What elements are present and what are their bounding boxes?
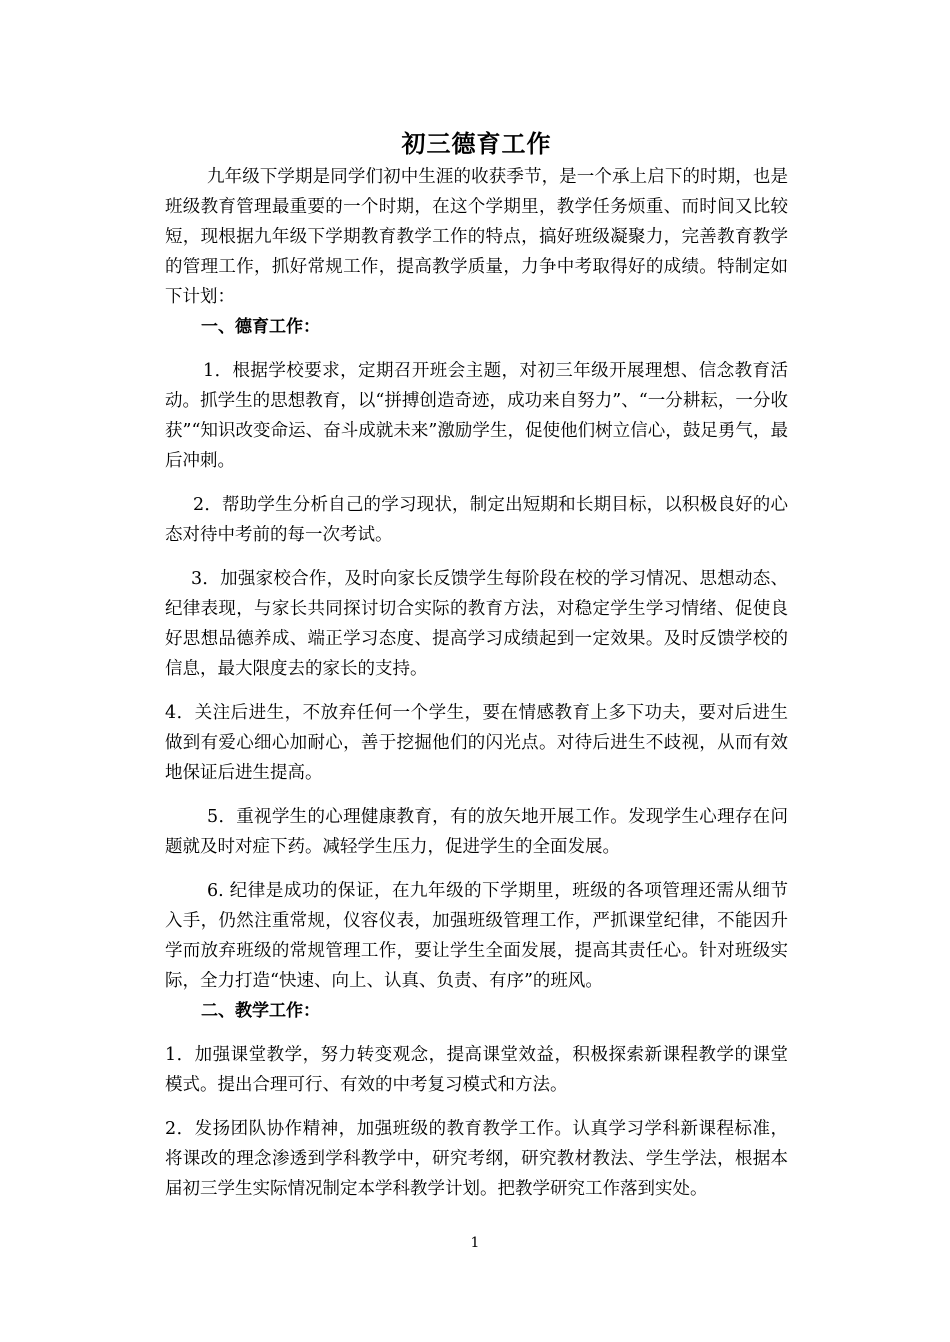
document-title: 初三德育工作 [401, 130, 552, 158]
section-heading-teaching: 二、教学工作： [201, 1001, 320, 1021]
intro-paragraph: 九年级下学期是同学们初中生涯的收获季节，是一个承上启下的时期，也是班级教育管理最重要的一个时期，在这个学期里，教学任务烦重、而时间又比较短，现根据九年级下学期教育教学工作的特点，搞好班级凝聚力，完善教育教学的管理工作，抓好常规工作，提高教学质量，力争中考取得好的成绩。特制定如下计划： [165, 167, 788, 307]
document-body [165, 126, 788, 1204]
moral-item-5: 5．重视学生的心理健康教育，有的放矢地开展工作。发现学生心理存在问题就及时对症下药。减轻学生压力，促进学生的全面发展。 [165, 807, 788, 857]
moral-item-2: 2．帮助学生分析自己的学习现状，制定出短期和长期目标，以积极良好的心态对待中考前的每一次考试。 [165, 495, 788, 545]
moral-item-6: 6. 纪律是成功的保证，在九年级的下学期里，班级的各项管理还需从细节入手，仍然注重常规，仪容仪表，加强班级管理工作，严抓课堂纪律，不能因升学而放弃班级的常规管理工作，要让学生全面发展，提高其责任心。针对班级实际，全力打造“快速、向上、认真、负责、有序”的班风。 [165, 881, 788, 991]
teaching-item-2: 2．发扬团队协作精神，加强班级的教育教学工作。认真学习学科新课程标准，将课改的理念渗透到学科教学中，研究考纲，研究教材教法、学生学法，根据本届初三学生实际情况制定本学科教学计划。把教学研究工作落到实处。 [165, 1119, 788, 1199]
section-heading-moral: 一、德育工作： [201, 317, 320, 337]
moral-item-1: 1．根据学校要求，定期召开班会主题，对初三年级开展理想、信念教育活动。抓学生的思想教育，以“拼搏创造奇迹，成功来自努力”、“一分耕耘，一分收获”“知识改变命运、奋斗成就未来”激励学生，促使他们树立信心，鼓足勇气，最后冲刺。 [165, 361, 788, 471]
moral-item-4: 4．关注后进生，不放弃任何一个学生，要在情感教育上多下功夫，要对后进生做到有爱心细心加耐心，善于挖掘他们的闪光点。对待后进生不歧视，从而有效地保证后进生提高。 [165, 703, 788, 783]
page-number: 1 [470, 1235, 480, 1251]
teaching-item-1: 1．加强课堂教学，努力转变观念，提高课堂效益，积极探索新课程教学的课堂模式。提出合理可行、有效的中考复习模式和方法。 [165, 1045, 788, 1095]
moral-item-3: 3．加强家校合作，及时向家长反馈学生每阶段在校的学习情况、思想动态、纪律表现，与家长共同探讨切合实际的教育方法，对稳定学生学习情绪、促使良好思想品德养成、端正学习态度、提高学习成绩起到一定效果。及时反馈学校的信息，最大限度去的家长的支持。 [165, 569, 788, 679]
